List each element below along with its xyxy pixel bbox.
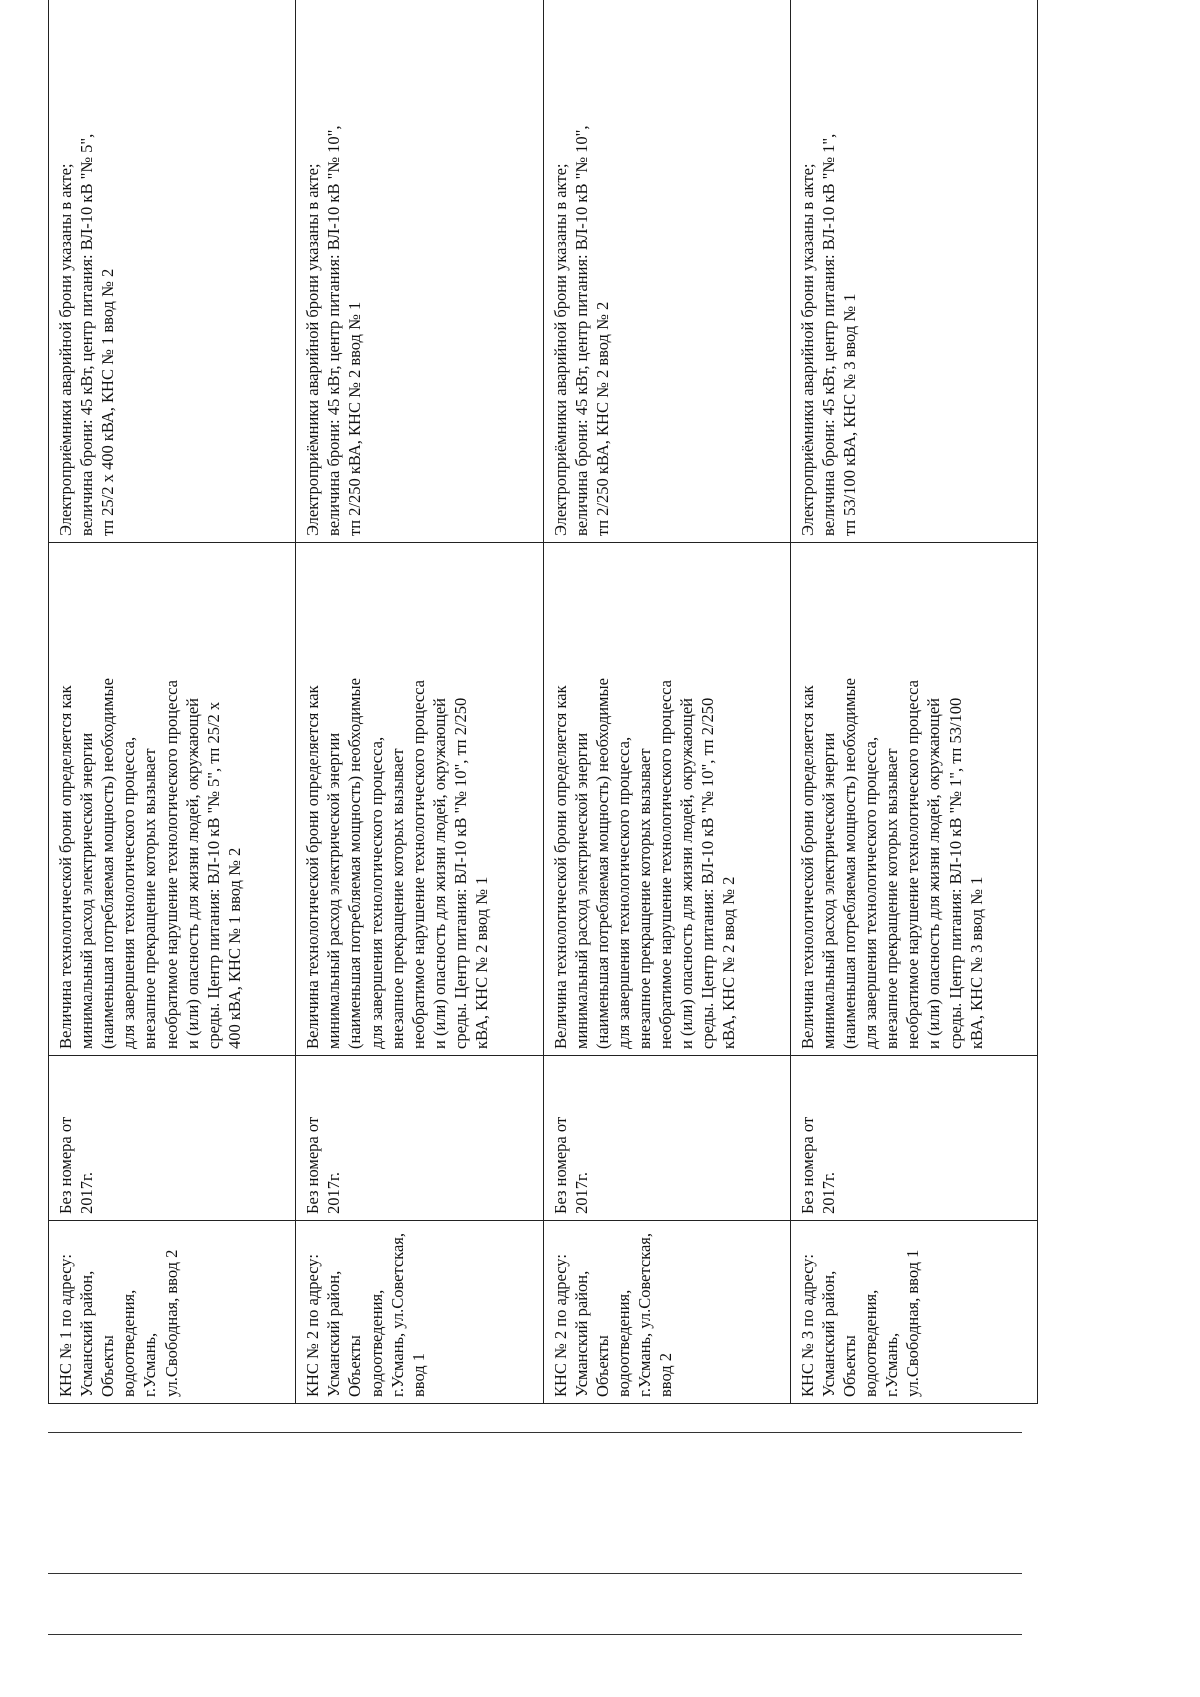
tech-reserve-cell-line: внезапное прекращение которых вызывает [387,748,407,1049]
tech-reserve-cell-line: минимальный расход электрической энергии [571,732,591,1049]
tech-reserve-cell-line: (наименьшая потребляемая мощность) необходимые [839,678,859,1049]
location-cell-line: КНС № 2 по адресу: [550,1254,570,1397]
document-cell [49,1056,296,1221]
location-cell-line: водоотведения, [861,1289,881,1397]
location-cell-line: КНС № 1 по адресу: [56,1254,75,1397]
tech-reserve-cell-line: для завершения технологического процесса, [861,736,881,1049]
tech-reserve-cell [49,543,296,1056]
emergency-reserve-cell [49,0,296,543]
tech-reserve-cell-line: среды. Центр питания: ВЛ-10 кВ "№ 10", тп 2/250 [698,697,718,1049]
location-cell-line: Усманский район, [324,1270,344,1397]
tech-reserve-cell-line: среды. Центр питания: ВЛ-10 кВ "№ 5", тп 25/2 х [203,701,223,1049]
location-cell-line: Объекты [345,1335,365,1397]
tech-reserve-cell-line: необратимое нарушение технологического процесса [656,680,676,1049]
reserve-table [48,0,1038,1404]
tech-reserve-cell-line: Величина технологической брони определяется как [56,685,75,1049]
table-row [296,0,543,1404]
document-cell-line: Без номера от [56,1116,75,1214]
location-cell-line: водоотведения, [119,1289,139,1397]
location-cell-line: ул.Свободная, ввод 2 [161,1249,181,1397]
tech-reserve-cell [543,543,790,1056]
rotated-table-container [48,44,1038,1404]
location-cell [543,1221,790,1404]
reserve-table-body [49,0,1038,1404]
emergency-reserve-cell-line: тп 53/100 кВА, КНС № 3 ввод № 1 [839,293,859,536]
signature-line-2 [48,1573,1022,1574]
document-cell [790,1056,1037,1221]
location-cell-line: Объекты [98,1335,118,1397]
tech-reserve-cell-line: кВА, КНС № 2 ввод № 1 [472,876,492,1049]
table-row [790,0,1037,1404]
location-cell-line: КНС № 3 по адресу: [797,1254,817,1397]
document-cell-line: 2017г. [324,1171,344,1214]
tech-reserve-cell-line: внезапное прекращение которых вызывает [634,748,654,1049]
tech-reserve-cell-line: Величина технологической брони определяется как [550,685,570,1049]
location-cell [296,1221,543,1404]
tech-reserve-cell [790,543,1037,1056]
tech-reserve-cell-line: минимальный расход электрической энергии [818,732,838,1049]
emergency-reserve-cell [296,0,543,543]
tech-reserve-cell-line: внезапное прекращение которых вызывает [882,748,902,1049]
emergency-reserve-cell-line: Электроприёмники аварийной брони указаны в акте; [56,163,75,536]
signature-line-3 [48,1634,1022,1635]
tech-reserve-cell-line: и (или) опасность для жизни людей, окружающей [429,697,449,1049]
location-cell-line: ввод 2 [656,1352,676,1397]
tech-reserve-cell-line: для завершения технологического процесса, [613,736,633,1049]
document-cell [296,1056,543,1221]
emergency-reserve-cell-line: Электроприёмники аварийной брони указаны в акте; [550,163,570,536]
emergency-reserve-cell-line: тп 2/250 кВА, КНС № 2 ввод № 2 [592,301,612,536]
emergency-reserve-cell-line: Электроприёмники аварийной брони указаны в акте; [303,163,323,536]
document-cell-line: Без номера от [797,1116,817,1214]
tech-reserve-cell-line: (наименьшая потребляемая мощность) необходимые [592,678,612,1049]
location-cell-line: ул.Свободная, ввод 1 [903,1249,923,1397]
emergency-reserve-cell-line: Электроприёмники аварийной брони указаны в акте; [797,163,817,536]
tech-reserve-cell-line: кВА, КНС № 2 ввод № 2 [719,876,739,1049]
tech-reserve-cell [296,543,543,1056]
location-cell-line: водоотведения, [613,1289,633,1397]
tech-reserve-cell-line: необратимое нарушение технологического процесса [903,680,923,1049]
tech-reserve-cell-line: минимальный расход электрической энергии [77,732,97,1049]
tech-reserve-cell-line: (наименьшая потребляемая мощность) необходимые [345,678,365,1049]
document-cell [543,1056,790,1221]
table-row [543,0,790,1404]
tech-reserve-cell-line: для завершения технологического процесса, [366,736,386,1049]
tech-reserve-cell-line: необратимое нарушение технологического процесса [161,680,181,1049]
tech-reserve-cell-line: для завершения технологического процесса, [119,736,139,1049]
tech-reserve-cell-line: необратимое нарушение технологического процесса [408,680,428,1049]
emergency-reserve-cell-line: величина брони: 45 кВт, центр питания: ВЛ-10 кВ "№ 10", [324,125,344,536]
location-cell-line: Усманский район, [77,1270,97,1397]
location-cell [49,1221,296,1404]
location-cell-line: Усманский район, [818,1270,838,1397]
tech-reserve-cell-line: кВА, КНС № 3 ввод № 1 [966,876,986,1049]
emergency-reserve-cell-line: тп 25/2 х 400 кВА, КНС № 1 ввод № 2 [98,268,118,536]
document-cell-line: 2017г. [818,1171,838,1214]
location-cell-line: Объекты [839,1335,859,1397]
document-cell-line: 2017г. [571,1171,591,1214]
signature-line-1 [48,1432,1022,1433]
tech-reserve-cell-line: Величина технологической брони определяется как [797,685,817,1049]
location-cell-line: г.Усмань, [140,1332,160,1397]
tech-reserve-cell-line: 400 кВА, КНС № 1 ввод № 2 [224,847,244,1049]
emergency-reserve-cell [543,0,790,543]
location-cell-line: Усманский район, [571,1270,591,1397]
location-cell-line: водоотведения, [366,1289,386,1397]
rotated-table-frame [48,44,1038,1404]
emergency-reserve-cell-line: величина брони: 45 кВт, центр питания: ВЛ-10 кВ "№ 10", [571,125,591,536]
tech-reserve-cell-line: и (или) опасность для жизни людей, окружающей [677,697,697,1049]
emergency-reserve-cell-line: тп 2/250 кВА, КНС № 2 ввод № 1 [345,301,365,536]
location-cell-line: КНС № 2 по адресу: [303,1254,323,1397]
document-cell-line: Без номера от [303,1116,323,1214]
emergency-reserve-cell-line: величина брони: 45 кВт, центр питания: ВЛ-10 кВ "№ 1", [818,133,838,536]
tech-reserve-cell-line: среды. Центр питания: ВЛ-10 кВ "№ 10", тп 2/250 [451,697,471,1049]
tech-reserve-cell-line: минимальный расход электрической энергии [324,732,344,1049]
tech-reserve-cell-line: и (или) опасность для жизни людей, окружающей [182,697,202,1049]
location-cell-line: г.Усмань, [882,1332,902,1397]
document-cell-line: Без номера от [550,1116,570,1214]
table-row [49,0,296,1404]
location-cell-line: г.Усмань, ул.Советская, [387,1232,407,1397]
location-cell-line: ввод 1 [408,1352,428,1397]
tech-reserve-cell-line: (наименьшая потребляемая мощность) необходимые [98,678,118,1049]
tech-reserve-cell-line: Величина технологической брони определяется как [303,685,323,1049]
location-cell [790,1221,1037,1404]
tech-reserve-cell-line: внезапное прекращение которых вызывает [140,748,160,1049]
emergency-reserve-cell-line: величина брони: 45 кВт, центр питания: ВЛ-10 кВ "№ 5", [77,133,97,536]
document-cell-line: 2017г. [77,1171,97,1214]
tech-reserve-cell-line: среды. Центр питания: ВЛ-10 кВ "№ 1", тп 53/100 [945,697,965,1049]
location-cell-line: г.Усмань, ул.Советская, [634,1232,654,1397]
location-cell-line: Объекты [592,1335,612,1397]
emergency-reserve-cell [790,0,1037,543]
tech-reserve-cell-line: и (или) опасность для жизни людей, окружающей [924,697,944,1049]
